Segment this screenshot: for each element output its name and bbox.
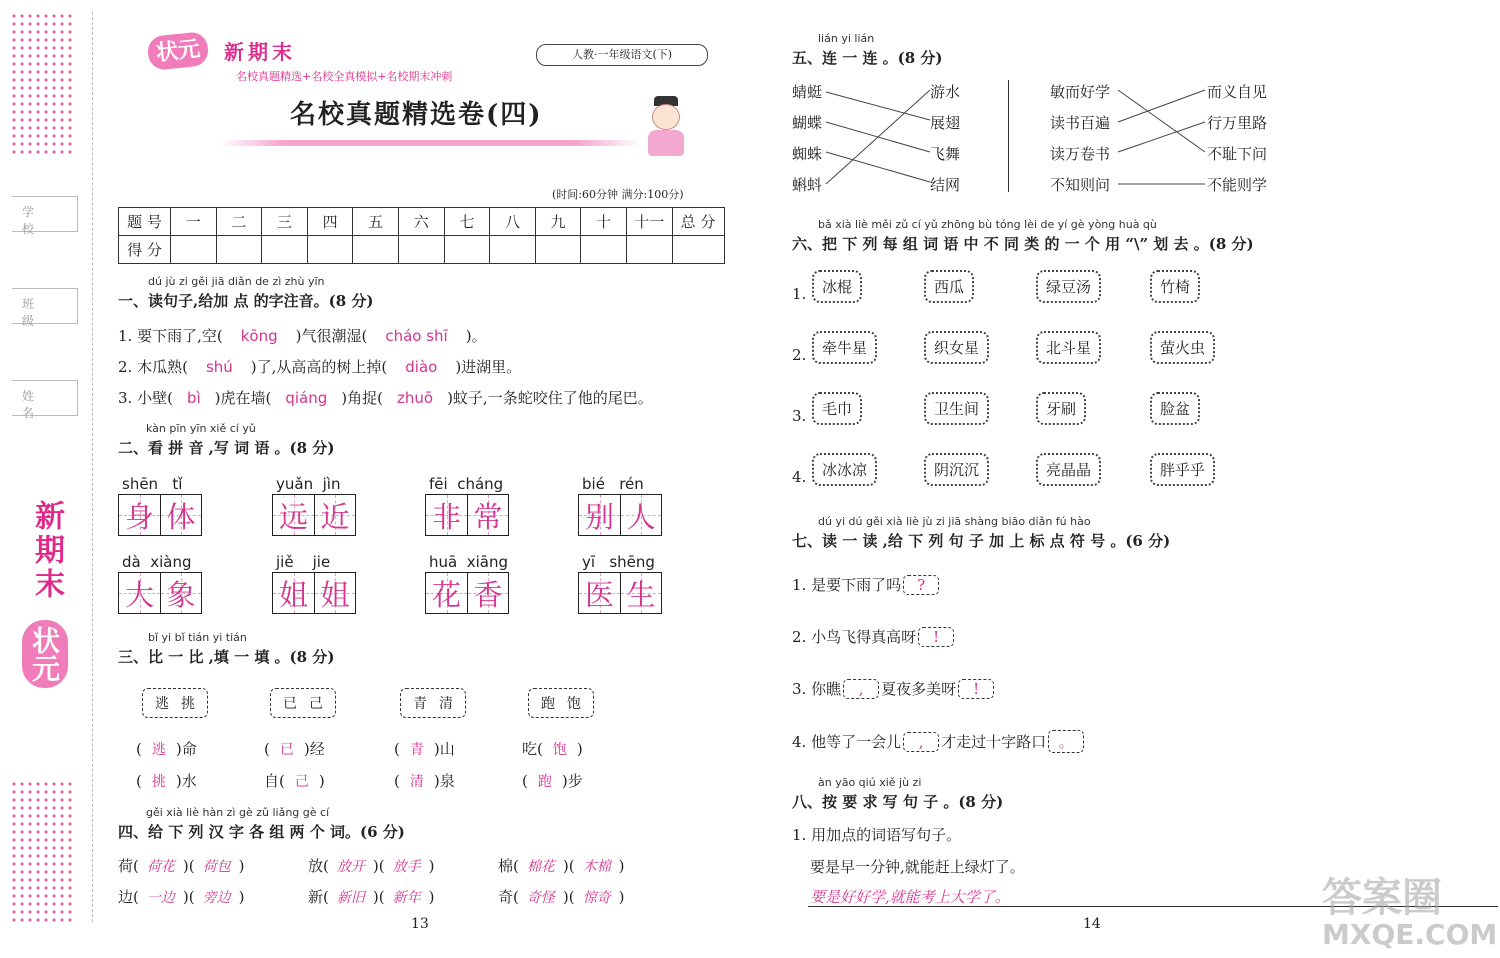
s3-text: )步 [561,772,583,790]
match-line [1118,90,1205,122]
match-line [1118,90,1205,152]
char: 体 [166,499,196,534]
s1-text: )进湖里。 [455,358,522,376]
s4-char: 放 [308,857,324,875]
char: 身 [124,499,154,534]
time-info: (时间:60分钟 满分:100分) [552,188,684,201]
word-choice-box[interactable]: 绿豆汤 [1036,270,1101,303]
s1-text: )虎在墙( [214,389,272,407]
word-choice-box[interactable]: 胖乎乎 [1150,453,1215,486]
word-choice-box[interactable]: 卫生间 [924,392,989,425]
char: 香 [473,577,503,612]
pair-char: 清 [439,696,453,712]
s4-title: 四、给 下 列 汉 字 各 组 两 个 词。(6 分) [118,823,405,841]
char: 非 [431,499,461,534]
s4-item: 荷( 荷花 )( 荷包 ) [118,857,245,875]
s6-row-number: 1. [792,285,807,303]
s1-text: )蚊子,一条蛇咬住了他的尾巴。 [447,389,653,407]
char-cell[interactable] [425,494,467,536]
char: 别 [584,499,614,534]
s3-text: ( [394,772,400,790]
s7-line-2 [792,626,956,647]
match-word[interactable]: 而义自见 [1207,83,1268,101]
s1-text: 3. 小壁( [118,389,173,407]
match-word[interactable]: 蝌蚪 [792,176,823,194]
word-choice-box[interactable]: 阴沉沉 [924,453,989,486]
s3-answer[interactable]: 饱 [552,742,567,758]
s4-answer[interactable]: 荷花 [146,859,175,875]
s3-text: )山 [433,740,455,758]
s6-pinyin: bǎ xià liè měi zǔ cí yǔ zhōng bù tóng lèi de yí gè yòng huà qù [818,218,1157,231]
s2-word-pinyin: fēi cháng [429,475,504,493]
pair-char: 饱 [567,696,581,712]
s1-answer: bì [186,389,201,407]
s3-text: )泉 [433,772,455,790]
s7-text: 才走过十字路口 [941,733,1047,751]
match-word[interactable]: 飞舞 [930,145,961,163]
match-word[interactable]: 读万卷书 [1050,145,1111,163]
s4-char: 边 [118,888,134,906]
vertical-series-title: 新期末 [29,500,64,602]
match-word[interactable]: 展翅 [930,114,961,132]
s2-word-pinyin: dà xiàng [122,553,192,571]
s3-answer[interactable]: 青 [409,742,424,758]
s1-answer: cháo shī [385,327,448,345]
side-logo: 状元 [22,620,68,688]
char: 人 [626,499,656,534]
match-word[interactable]: 蜘蛛 [792,145,823,163]
s3-answer[interactable]: 跑 [537,774,552,790]
s1-answer: shú [205,358,233,376]
s3-text: )命 [175,740,197,758]
char: 生 [626,577,656,612]
punctuation-box[interactable]: ! [918,627,954,647]
word-choice-box[interactable]: 亮晶晶 [1036,453,1101,486]
table-header-cell: 九 [535,208,581,236]
punctuation-box[interactable]: ? [903,575,939,595]
s7-text: 4. 他等了一会儿 [792,733,902,751]
pair-char: 已 [283,696,297,712]
s4-answer[interactable]: 木棉 [582,859,611,875]
s3-text: )水 [175,772,197,790]
s1-answer: zhuō [397,389,434,407]
word-choice-box[interactable]: 西瓜 [924,270,974,303]
table-header-cell: 六 [398,208,444,236]
s6-title: 六、把 下 列 每 组 词 语 中 不 同 类 的 一 个 用 “\” 划 去 。(8 分) [792,235,1254,253]
s1-text: )角捉( [341,389,383,407]
s7-text: 夏夜多美呀 [881,680,957,698]
s7-title: 七、读 一 读 ,给 下 列 句 子 加 上 标 点 符 号 。(6 分) [792,532,1171,550]
char: 姐 [320,577,350,612]
s4-char: 棉 [498,857,514,875]
word-choice-box[interactable]: 织女星 [924,331,989,364]
s1-text: )。 [465,327,487,345]
s1-text: )了,从高高的树上掉( [250,358,388,376]
s8-pinyin: àn yāo qiú xiě jù zi [818,776,922,789]
s4-char: 新 [308,888,324,906]
s8-answer[interactable]: 要是好好学,就能考上大学了。 [810,888,1010,906]
s4-char: 荷 [118,857,134,875]
match-word[interactable]: 读书百遍 [1050,114,1111,132]
table-header-cell: 四 [307,208,353,236]
s4-pinyin: gěi xià liè hàn zì gè zǔ liǎng gè cí [146,806,330,819]
s3-text: ( [136,772,142,790]
s3-answer[interactable]: 已 [279,742,294,758]
char: 姐 [278,577,308,612]
s4-answer[interactable]: 荷包 [202,859,231,875]
class-field[interactable]: 班 级 [12,288,78,324]
page-number-left: 13 [411,916,429,932]
char: 远 [278,499,308,534]
s5-pinyin: lián yi lián [818,32,875,45]
table-header-cell: 总 分 [672,208,724,236]
s7-pinyin: dú yi dú gěi xià liè jù zi jiā shàng biāo diǎn fú hào [818,515,1091,528]
s8-title: 八、按 要 求 写 句 子 。(8 分) [792,793,1004,811]
char: 大 [124,577,154,612]
punctuation-box[interactable]: , [843,679,879,699]
s1-answer: qiáng [285,389,328,407]
s3-text: ) [318,772,325,790]
s2-word-pinyin: yī shēng [582,553,655,571]
s7-line-4 [792,730,1086,753]
s4-answer[interactable]: 旁边 [202,890,231,906]
word-choice-box[interactable]: 脸盆 [1150,392,1200,425]
s1-text: )气很潮湿( [295,327,368,345]
char-cell[interactable] [118,494,160,536]
s2-word-pinyin: jiě jie [276,553,331,571]
punctuation-box[interactable]: , [903,732,939,752]
s3-pinyin: bǐ yi bǐ tián yi tián [148,631,247,644]
match-line [1118,122,1205,152]
s4-answer[interactable]: 放开 [336,859,365,875]
s3-text: )经 [303,740,325,758]
s5-title: 五、连 一 连 。(8 分) [792,49,943,67]
s2-word-pinyin: bié rén [582,475,644,493]
table-header-cell: 七 [444,208,490,236]
s3-text: 自( [264,772,285,790]
pair-char: 逃 [155,696,169,712]
s4-answer[interactable]: 惊奇 [582,890,611,906]
pair-char: 己 [309,696,323,712]
s4-answer[interactable]: 新旧 [336,890,365,906]
char: 常 [473,499,503,534]
word-choice-box[interactable]: 毛巾 [812,392,862,425]
brand-logo: 状元 [146,31,209,71]
s3-answer[interactable]: 挑 [151,774,166,790]
pair-char: 跑 [541,696,555,712]
s7-text: 3. 你瞧 [792,680,842,698]
word-choice-box[interactable]: 北斗星 [1036,331,1101,364]
match-word[interactable]: 蝴蝶 [792,114,823,132]
s3-text: ( [522,772,528,790]
table-header-cell: 题 号 [119,208,171,236]
word-choice-box[interactable]: 牵牛星 [812,331,877,364]
s1-text: 2. 木瓜熟( [118,358,188,376]
s3-title: 三、比 一 比 ,填 一 填 。(8 分) [118,648,335,666]
pair-char: 挑 [181,696,195,712]
s4-char: 奇 [498,888,514,906]
s6-row-number: 3. [792,407,807,425]
s4-answer[interactable]: 放手 [392,859,421,875]
name-field[interactable]: 姓 名 [12,380,78,416]
s1-answer: kōng [240,327,278,345]
s4-answer[interactable]: 棉花 [526,859,555,875]
word-choice-box[interactable]: 竹椅 [1150,270,1200,303]
match-word[interactable]: 行万里路 [1207,114,1268,132]
word-choice-box[interactable]: 冰冰凉 [812,453,877,486]
s6-row-number: 4. [792,468,807,486]
char: 象 [166,577,196,612]
s3-answer[interactable]: 清 [409,774,424,790]
match-word[interactable]: 蜻蜓 [792,83,823,101]
s4-answer[interactable]: 一边 [146,890,175,906]
match-line [826,92,930,120]
page-number-right: 14 [1083,916,1101,932]
s2-pinyin: kàn pīn yīn xiě cí yǔ [146,422,256,435]
table-header-cell: 三 [262,208,308,236]
s7-line-1 [792,574,941,595]
s1-answer: diào [405,358,438,376]
word-choice-box[interactable]: 冰棍 [812,270,862,303]
char-cell[interactable] [578,494,620,536]
punctuation-box[interactable]: ! [958,679,994,699]
s8-question: 1. 用加点的词语写句子。 [792,826,962,844]
s4-item: 棉( 棉花 )( 木棉 ) [498,857,625,875]
s1-pinyin: dú jù zi gěi jiā diǎn de zì zhù yīn [148,275,325,288]
s3-text: ( [394,740,400,758]
match-line [826,152,930,182]
s7-text: 1. 是要下雨了吗 [792,576,902,594]
match-word[interactable]: 结网 [930,176,961,194]
char: 近 [320,499,350,534]
series-title: 新期末 [224,40,296,64]
s1-title: 一、读句子,给加 点 的字注音。(8 分) [118,292,374,310]
word-choice-box[interactable]: 萤火虫 [1150,331,1215,364]
table-header-cell: 八 [490,208,536,236]
punctuation-box[interactable]: 。 [1048,730,1084,753]
s4-item: 奇( 奇怪 )( 惊奇 ) [498,888,625,906]
watermark-top: 答案圈 [1322,875,1442,921]
s7-line-3 [792,678,996,699]
s8-example: 要是早一分钟,就能赶上绿灯了。 [810,858,1025,876]
score-row-label: 得 分 [119,236,171,264]
s7-text: 2. 小鸟飞得真高呀 [792,628,917,646]
s2-word-pinyin: shēn tǐ [122,475,183,493]
school-field[interactable]: 学 校 [12,196,78,232]
s3-answer[interactable]: 己 [294,774,309,790]
table-header-cell: 十一 [626,208,672,236]
char-cell[interactable] [425,572,467,614]
word-choice-box[interactable]: 牙刷 [1036,392,1086,425]
match-word[interactable]: 不知则问 [1050,176,1111,194]
s3-text: ) [576,740,583,758]
s4-answer[interactable]: 奇怪 [526,890,555,906]
s2-word-pinyin: yuǎn jìn [276,475,341,493]
match-line [826,90,930,184]
header-subtitle: 名校真题精选+名校全真模拟+名校期末冲刺 [236,70,453,83]
grade-tag: 人教·一年级语文(下) [536,44,708,66]
table-header-cell: 二 [216,208,262,236]
s3-text: ( [136,740,142,758]
match-word[interactable]: 不能则学 [1207,176,1268,194]
table-header-cell: 一 [171,208,217,236]
s4-item: 放( 放开 )( 放手 ) [308,857,435,875]
table-header-cell: 五 [353,208,399,236]
table-header-cell: 十 [581,208,627,236]
char-cell[interactable] [118,572,160,614]
s4-item: 边( 一边 )( 旁边 ) [118,888,245,906]
page-title: 名校真题精选卷(四) [290,100,543,130]
s4-item: 新( 新旧 )( 新年 ) [308,888,435,906]
match-word[interactable]: 不耻下问 [1207,145,1268,163]
s2-word-pinyin: huā xiāng [429,553,509,571]
watermark-bottom: MXQE.COM [1322,918,1498,951]
s3-answer[interactable]: 逃 [151,742,166,758]
s6-row-number: 2. [792,346,807,364]
char-cell[interactable] [578,572,620,614]
s3-text: ( [264,740,270,758]
char: 花 [431,577,461,612]
match-word[interactable]: 游水 [930,83,961,101]
s1-text: 1. 要下雨了,空( [118,327,223,345]
char: 医 [584,577,614,612]
s4-answer[interactable]: 新年 [392,890,421,906]
s3-text: 吃( [522,740,543,758]
match-word[interactable]: 敏而好学 [1050,83,1111,101]
s2-title: 二、看 拼 音 ,写 词 语 。(8 分) [118,439,335,457]
char-cell[interactable] [272,572,314,614]
pair-char: 青 [413,696,427,712]
char-cell[interactable] [272,494,314,536]
